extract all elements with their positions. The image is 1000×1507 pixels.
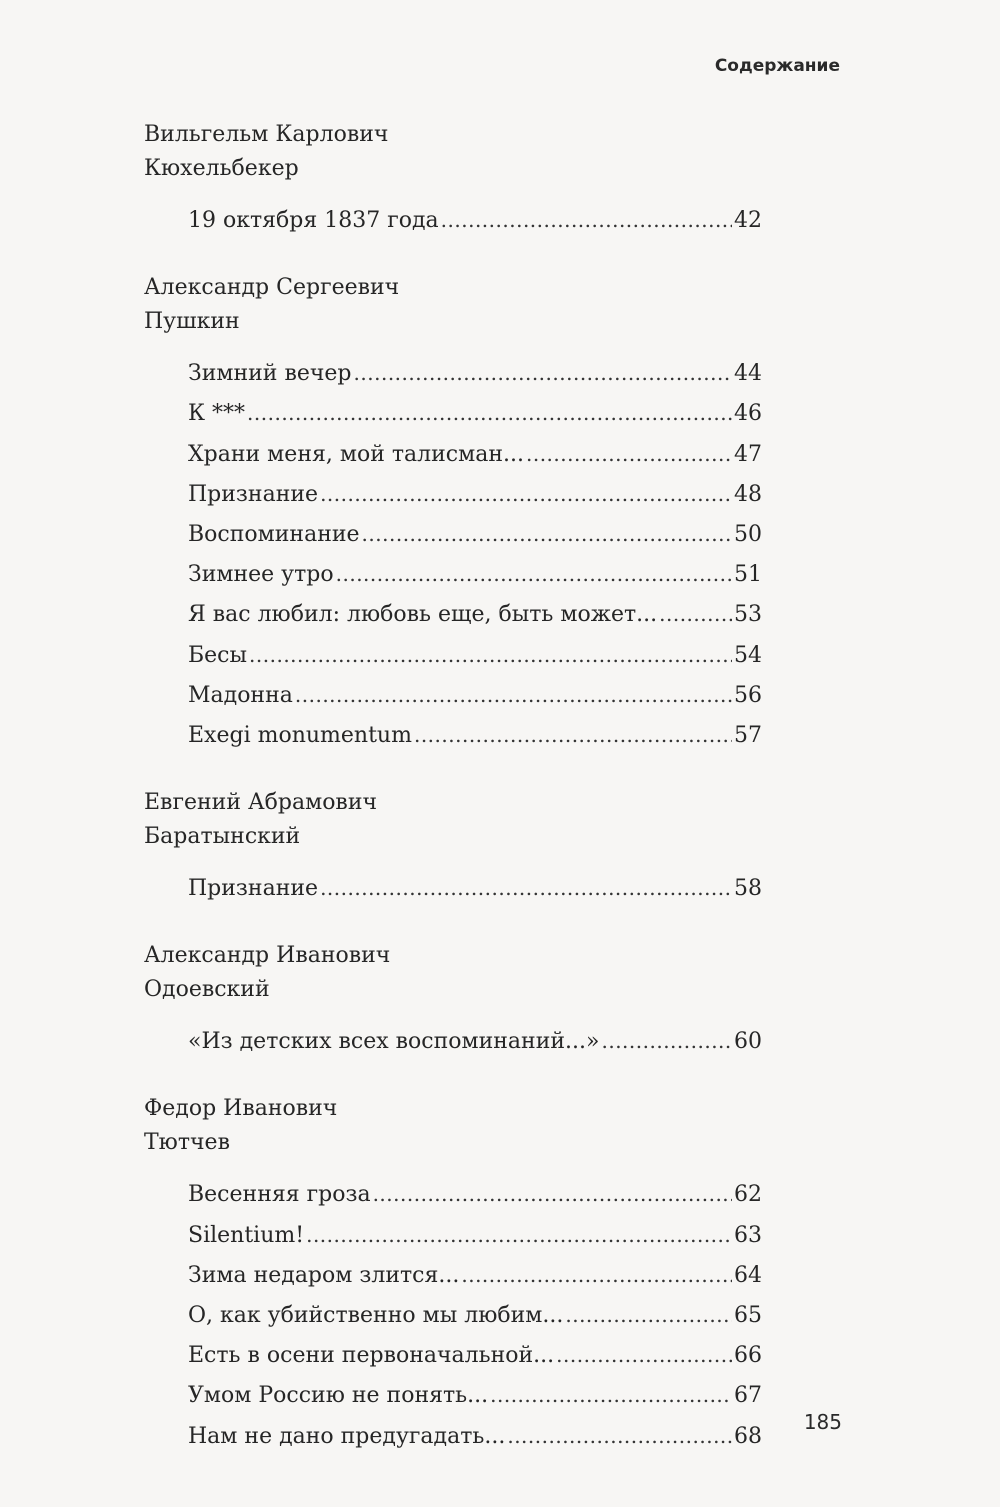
poem-title: Зимний вечер — [188, 361, 352, 387]
toc-entry — [144, 434, 762, 474]
dot-leader — [354, 353, 732, 393]
poem-title: Я вас любил: любовь еще, быть может... — [188, 602, 658, 628]
author-first-name: Евгений Абрамович — [144, 790, 378, 816]
poem-title: «Из детских всех воспоминаний...» — [188, 1029, 600, 1055]
poem-list — [144, 1174, 762, 1455]
dot-leader — [306, 1215, 732, 1255]
author-section — [144, 786, 762, 908]
author-section — [144, 271, 762, 755]
dot-leader — [320, 474, 732, 514]
toc-entry — [144, 1021, 762, 1061]
poem-title: К *** — [188, 401, 246, 427]
dot-leader — [659, 594, 732, 634]
poem-page-number: 53 — [734, 602, 762, 628]
poem-title: Признание — [188, 876, 319, 902]
poem-page-number: 47 — [734, 441, 762, 467]
toc-entry — [144, 353, 762, 393]
poem-page-number: 68 — [734, 1423, 762, 1449]
dot-leader — [601, 1021, 732, 1061]
author-last-name: Баратынский — [144, 824, 301, 850]
dot-leader — [507, 1416, 732, 1456]
page-number: 185 — [803, 1410, 842, 1434]
poem-list — [144, 1021, 762, 1061]
poem-title: Есть в осени первоначальной... — [188, 1343, 555, 1369]
poem-page-number: 54 — [734, 642, 762, 668]
poem-list — [144, 353, 762, 755]
poem-title: Зимнее утро — [188, 562, 334, 588]
dot-leader — [461, 1255, 732, 1295]
toc-entry — [144, 1295, 762, 1335]
table-of-contents — [144, 118, 762, 1456]
toc-entry — [144, 635, 762, 675]
poem-page-number: 62 — [734, 1182, 762, 1208]
toc-entry — [144, 1174, 762, 1214]
poem-page-number: 44 — [734, 361, 762, 387]
poem-page-number: 56 — [734, 682, 762, 708]
poem-page-number: 57 — [734, 722, 762, 748]
poem-page-number: 42 — [734, 208, 762, 233]
dot-leader — [441, 200, 732, 240]
toc-entry — [144, 1416, 762, 1456]
toc-entry — [144, 715, 762, 755]
poem-title: Silentium! — [188, 1222, 305, 1248]
author-section — [144, 1092, 762, 1455]
toc-entry — [144, 200, 762, 240]
poem-page-number: 48 — [734, 481, 762, 507]
dot-leader — [414, 715, 732, 755]
poem-title: Воспоминание — [188, 521, 360, 547]
dot-leader — [295, 675, 732, 715]
running-header: Содержание — [714, 56, 840, 76]
toc-entry — [144, 474, 762, 514]
dot-leader — [373, 1174, 732, 1214]
dot-leader — [249, 635, 732, 675]
poem-title: Признание — [188, 481, 319, 507]
toc-entry — [144, 554, 762, 594]
poem-title: Зима недаром злится... — [188, 1262, 460, 1288]
poem-title: Нам не дано предугадать... — [188, 1423, 506, 1449]
author-last-name: Тютчев — [144, 1130, 230, 1156]
author-first-name: Вильгельм Карлович — [144, 122, 389, 147]
toc-entry — [144, 594, 762, 634]
toc-entry — [144, 868, 762, 908]
poem-page-number: 64 — [734, 1262, 762, 1288]
dot-leader — [565, 1295, 732, 1335]
dot-leader — [556, 1335, 732, 1375]
dot-leader — [336, 554, 732, 594]
poem-title: 19 октября 1837 года — [188, 208, 439, 233]
poem-list — [144, 868, 762, 908]
poem-page-number: 63 — [734, 1222, 762, 1248]
toc-entry — [144, 1335, 762, 1375]
poem-title: Exegi monumentum — [188, 722, 412, 748]
toc-entry — [144, 1255, 762, 1295]
dot-leader — [247, 393, 732, 433]
poem-title: Бесы — [188, 642, 248, 668]
poem-title: Мадонна — [188, 682, 293, 708]
poem-title: О, как убийственно мы любим... — [188, 1303, 564, 1328]
poem-page-number: 60 — [734, 1029, 762, 1055]
poem-page-number: 66 — [734, 1343, 762, 1369]
author-section — [144, 939, 762, 1061]
poem-page-number: 67 — [734, 1383, 762, 1409]
dot-leader — [362, 514, 732, 554]
poem-title: Весенняя гроза — [188, 1182, 371, 1208]
poem-page-number: 51 — [734, 562, 762, 588]
toc-entry — [144, 675, 762, 715]
dot-leader — [526, 434, 732, 474]
author-last-name: Кюхельбекер — [144, 156, 299, 181]
toc-entry — [144, 1375, 762, 1415]
poem-title: Храни меня, мой талисман... — [188, 441, 524, 467]
toc-entry — [144, 393, 762, 433]
author-first-name: Александр Иванович — [144, 943, 391, 969]
dot-leader — [320, 868, 732, 908]
toc-entry — [144, 1215, 762, 1255]
poem-page-number: 58 — [734, 876, 762, 902]
author-first-name: Федор Иванович — [144, 1096, 338, 1122]
poem-page-number: 65 — [734, 1303, 762, 1328]
poem-title: Умом Россию не понять... — [188, 1383, 489, 1409]
poem-page-number: 46 — [734, 401, 762, 427]
dot-leader — [490, 1375, 732, 1415]
poem-list — [144, 200, 762, 240]
author-last-name: Пушкин — [144, 309, 240, 335]
author-section — [144, 118, 762, 240]
toc-entry — [144, 514, 762, 554]
author-last-name: Одоевский — [144, 977, 270, 1003]
author-first-name: Александр Сергеевич — [144, 275, 400, 301]
poem-page-number: 50 — [734, 521, 762, 547]
